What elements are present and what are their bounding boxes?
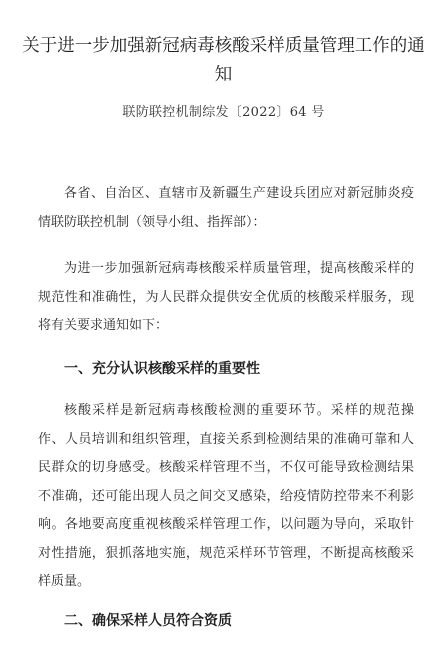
document-title: 关于进一步加强新冠病毒核酸采样质量管理工作的通知 [22,36,425,85]
section-heading-2: 二、确保采样人员符合资质 [64,613,232,629]
addressee-paragraph: 各省、自治区、直辖市及新疆生产建设兵团应对新冠肺炎疫情联防联控机制（领导小组、指挥部）： [38,186,414,230]
document-number: 联防联控机制综发〔2022〕64 号 [122,105,325,120]
section-heading-1: 一、充分认识核酸采样的重要性 [64,361,260,377]
section-body-1: 核酸采样是新冠病毒核酸检测的重要环节。采样的规范操作、人员培训和组织管理，直接关系到检测结果的准确可靠和人民群众的切身感受。核酸采样管理不当，不仅可能导致检测结果不准确，还可能出现人员之间交叉感染，给疫情防控带来不利影响。各地要高度重视核酸采样管理工作，以问题为导向，采取针对性措施，狠抓落地实施，规范采样环节管理，不断提高核酸采样质量。 [38,403,414,589]
intro-paragraph: 为进一步加强新冠病毒核酸采样质量管理，提高核酸采样的规范性和准确性，为人民群众提供安全优质的核酸采样服务，现将有关要求通知如下： [38,261,414,333]
